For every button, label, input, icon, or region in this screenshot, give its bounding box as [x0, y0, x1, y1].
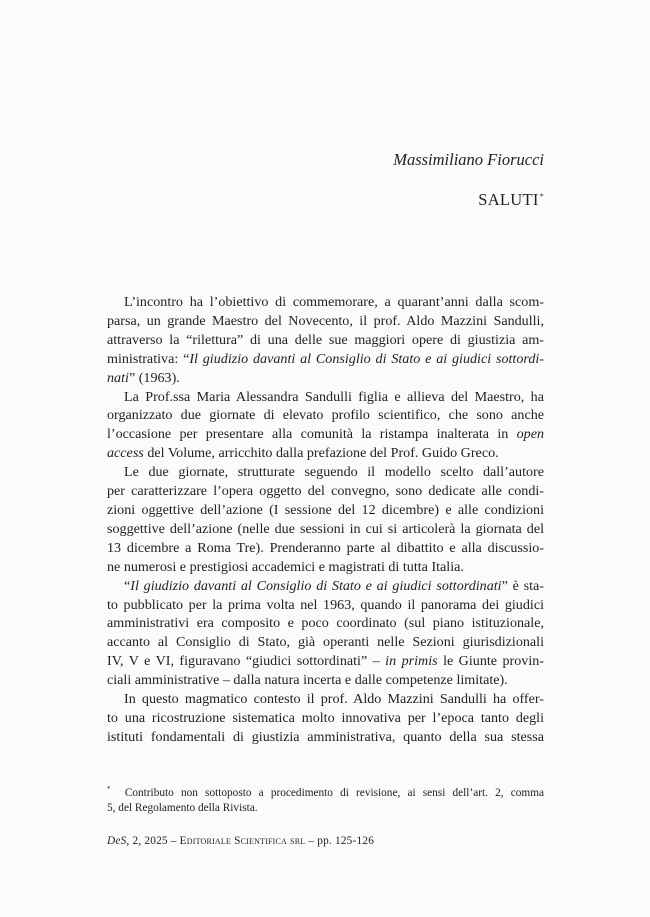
text-run: , 2, 2025 – [126, 835, 180, 847]
journal-abbrev: DeS [107, 835, 127, 847]
text-line: Le due giornate, strutturate seguendo il modello scelto dall’autore [124, 464, 544, 481]
text-line: organizzato due giornate di elevato profilo scientifico, che sono anche [107, 407, 544, 424]
text-line: zioni oggettive dell’azione (I sessione del 12 dicembre) e alle condizioni [107, 501, 544, 518]
publisher-name: Editoriale Scientifica srl [179, 835, 306, 847]
article-title [478, 190, 544, 210]
text-line [107, 369, 544, 388]
text-run: – pp. 125-126 [305, 835, 375, 847]
page-footer [107, 835, 374, 847]
text-run: Contributo non sottoposto a procedimento di revisione, ai sensi dell’art. 2, comma [124, 786, 544, 799]
text-run: ” (1963). [128, 369, 180, 386]
text-line: istituti fondamentali di giustizia amministrativa, quanto della sua stessa [107, 728, 544, 745]
text-line: amministrativi era composito e poco coordinato (sul piano istituzionale, [107, 615, 544, 632]
text-line: ciali amministrative – dalla natura incerta e dalle competenze limitate). [107, 672, 508, 689]
text-line [107, 652, 544, 671]
italic-term: in primis [385, 653, 438, 670]
author-name: Massimiliano Fiorucci [393, 150, 544, 169]
footnote-marker: * [539, 191, 544, 201]
text-line: to pubblicato per la prima volta nel 1963, quando il panorama dei giudici [107, 596, 544, 613]
work-title-italic: Il giudizio davanti al Consiglio di Stato e ai giudici sottordinati [130, 577, 502, 594]
italic-term: access [107, 445, 144, 462]
work-title-italic: Il giudizio davanti al Consiglio di Stato e ai giudici sottordi- [189, 350, 544, 367]
text-line: per caratterizzare l’opera oggetto del convegno, sono dedicate alle condi- [107, 483, 544, 500]
work-title-italic: nati [107, 369, 129, 386]
article-body [107, 293, 544, 747]
paragraph-2 [107, 388, 544, 464]
footnote-line [107, 782, 544, 801]
text-line: L’incontro ha l’obiettivo di commemorare, a quarant’anni dalla scom- [124, 294, 544, 310]
footnote [107, 782, 544, 817]
paragraph-1 [107, 293, 544, 388]
text-run: del Volume, arricchito dalla prefazione del Prof. Guido Greco. [147, 445, 499, 462]
text-line [107, 444, 544, 463]
footnote-line: 5, del Regolamento della Rivista. [107, 802, 258, 815]
text-line: to una ricostruzione sistematica molto innovativa per l’epoca tanto degli [107, 709, 544, 726]
text-line: parsa, un grande Maestro del Novecento, il prof. Aldo Mazzini Sandulli, [107, 312, 544, 329]
text-run: l’occasione per presentare alla comunità la ristampa inalterata in [107, 426, 509, 443]
paragraph-5 [107, 690, 544, 747]
text-line: La Prof.ssa Maria Alessandra Sandulli figlia e allieva del Maestro, ha [124, 388, 544, 405]
text-line: soggettive dell’azione (nelle due sessioni in cui si articolerà la giornata del [107, 520, 544, 537]
footnote-mark: * [107, 785, 111, 793]
text-run: ministrativa: “ [107, 350, 190, 367]
text-run: ” è sta- [501, 577, 544, 594]
text-line [107, 425, 544, 444]
text-line: 13 dicembre a Roma Tre). Prenderanno parte al dibattito e alla discussio- [107, 539, 544, 556]
text-line: In questo magmatico contesto il prof. Aldo Mazzini Sandulli ha offer- [124, 691, 544, 708]
text-run: IV, V e VI, figuravano “giudici sottordinati” – [107, 653, 380, 670]
text-run: “ [124, 577, 131, 594]
italic-term: open [516, 426, 544, 443]
text-line: accanto al Consiglio di Stato, già operanti nelle Sezioni giurisdizionali [107, 634, 544, 651]
text-line [107, 350, 544, 369]
paragraph-4 [107, 577, 544, 690]
text-line: attraverso la “rilettura” di una delle sue maggiori opere di giustizia am- [107, 331, 544, 348]
paragraph-3 [107, 463, 544, 576]
text-line: ne numerosi e prestigiosi accademici e magistrati di tutta Italia. [107, 558, 464, 575]
title-text: SALUTI [478, 190, 539, 209]
text-run: le Giunte provin- [443, 653, 544, 670]
text-line [107, 577, 544, 596]
